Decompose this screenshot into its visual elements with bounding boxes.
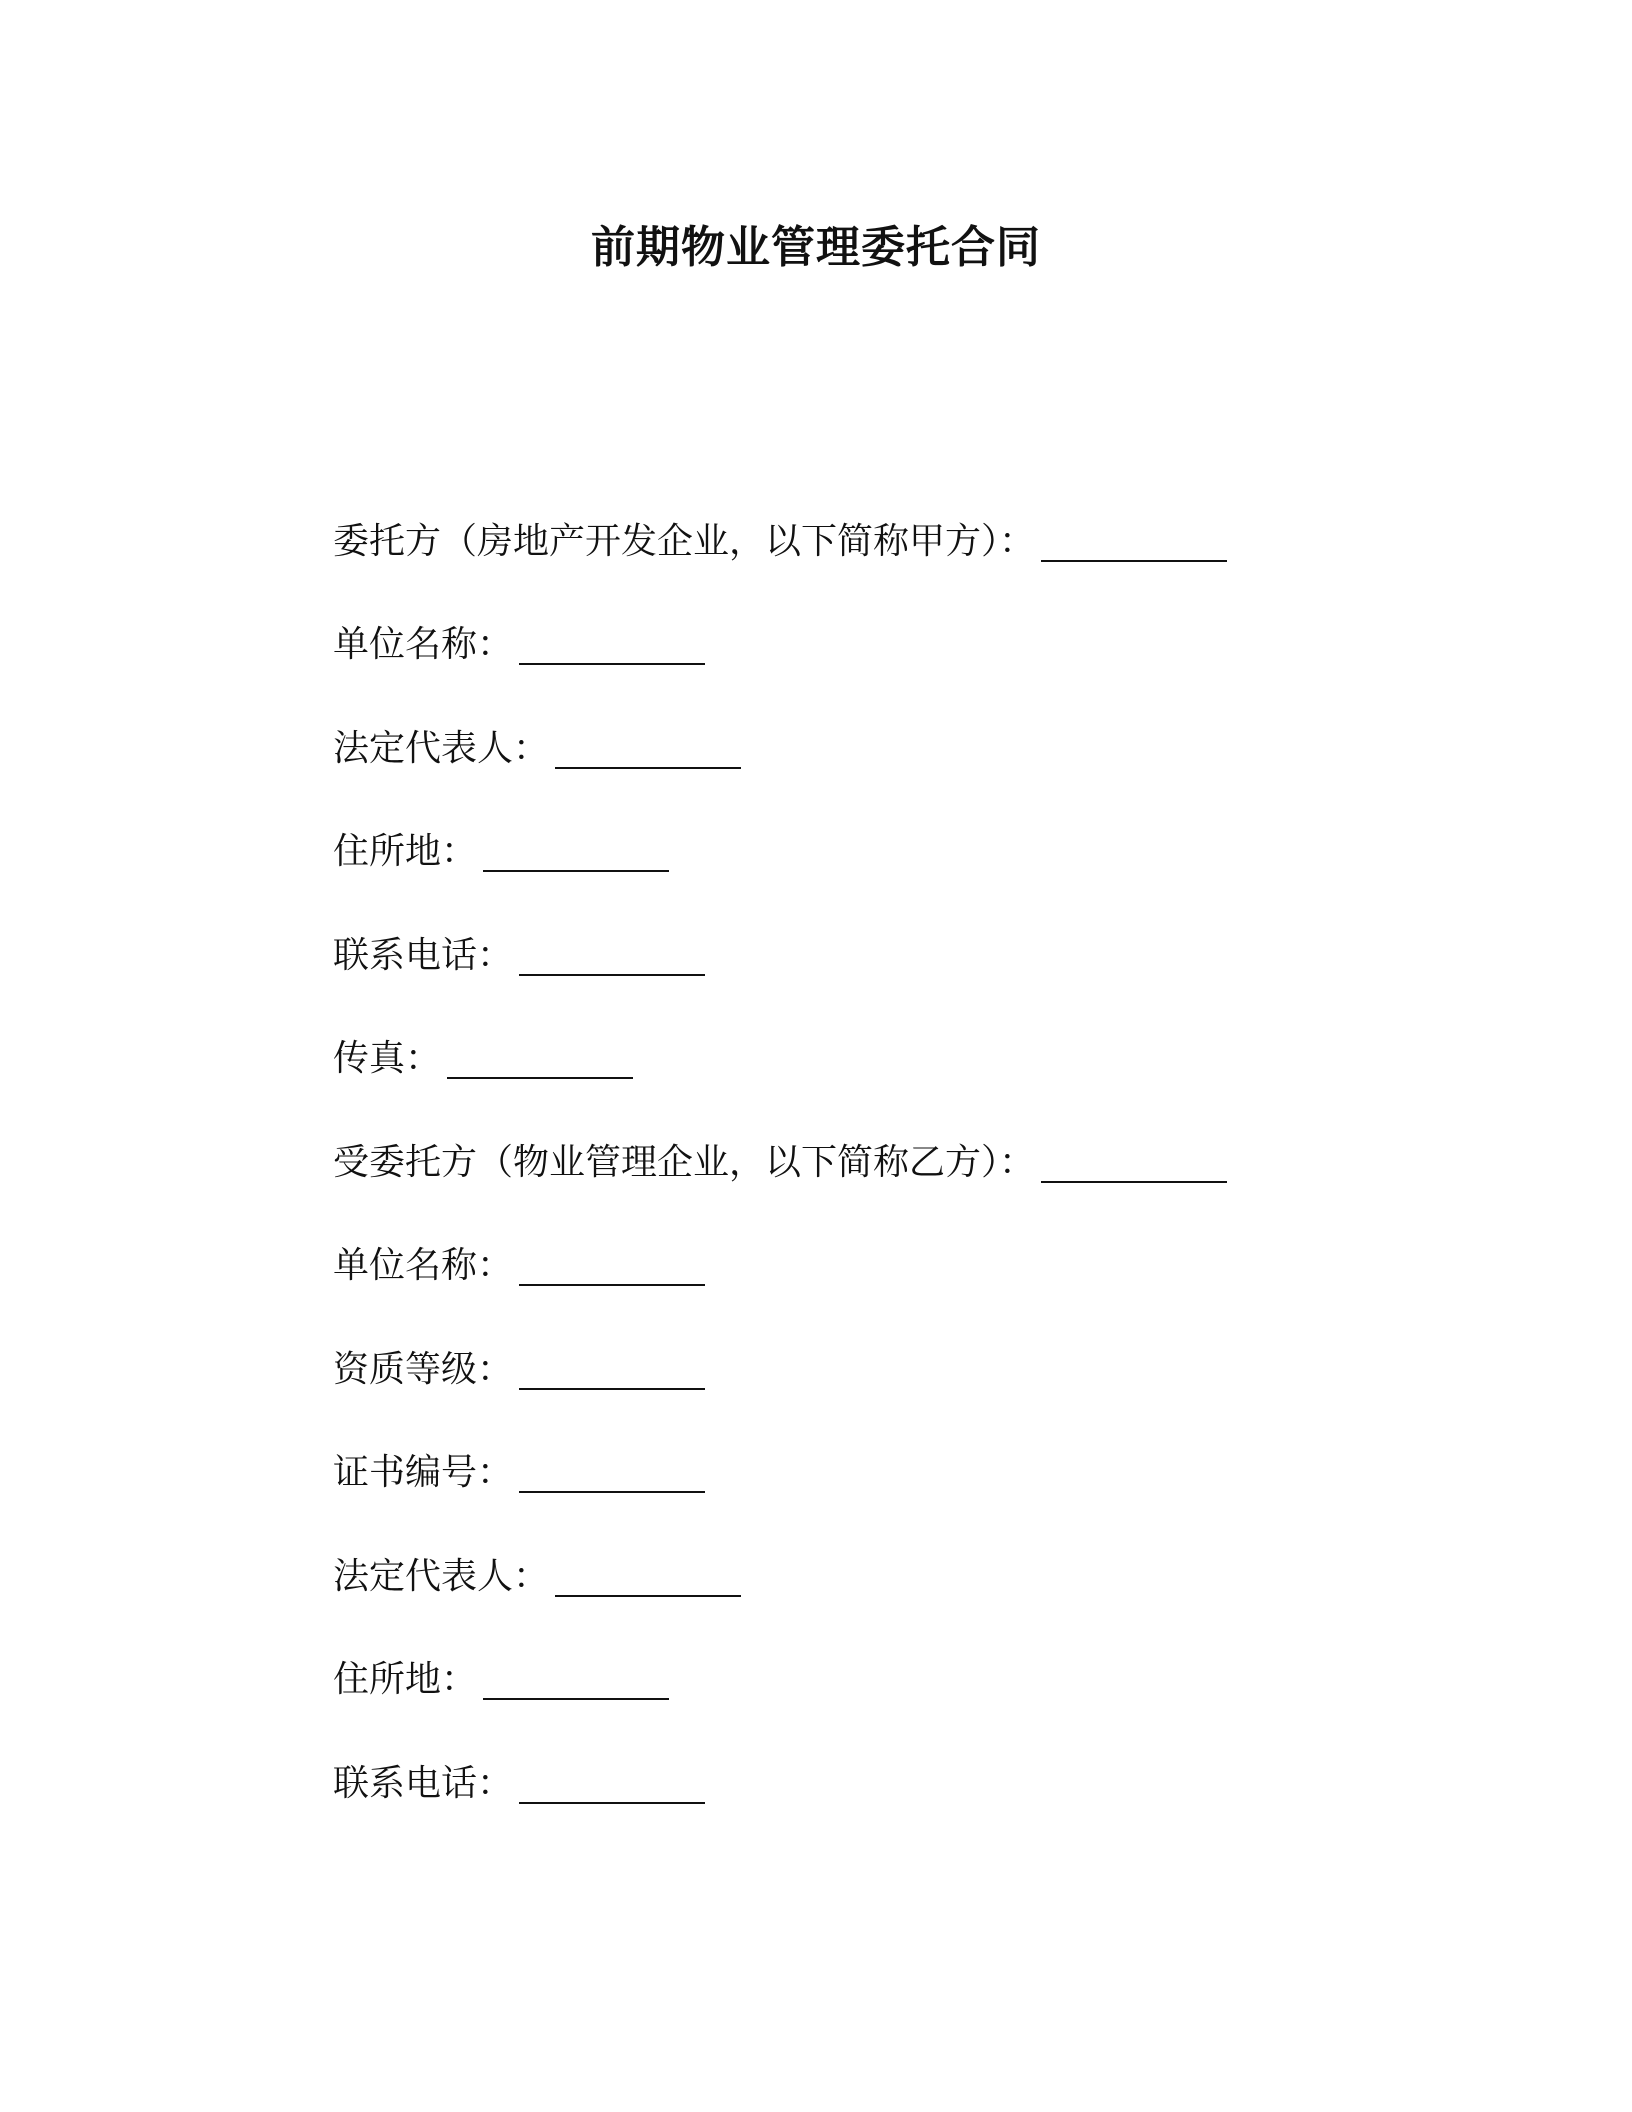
party-info-fields [333,490,1433,1836]
party-b-company-name-blank[interactable] [519,1250,705,1286]
party-a-heading-line [333,490,1433,594]
party-a-legal-rep-label: 法定代表人： [333,727,550,769]
party-a-company-name-blank[interactable] [519,629,705,665]
party-b-legal-rep-label: 法定代表人： [333,1555,550,1597]
party-b-company-name-line [333,1215,1433,1319]
document-title: 前期物业管理委托合同 [591,222,1041,273]
party-b-address-blank[interactable] [483,1664,669,1700]
party-b-heading-label: 受委托方（物业管理企业，以下简称乙方）： [333,1141,1036,1183]
party-a-legal-rep-blank[interactable] [555,733,741,769]
party-a-legal-rep-line [333,697,1433,801]
party-a-company-name-line [333,594,1433,698]
party-a-address-line [333,801,1433,905]
party-b-address-line [333,1629,1433,1733]
party-a-company-name-label: 单位名称： [333,624,514,666]
party-a-phone-label: 联系电话： [333,934,514,976]
party-a-phone-line [333,904,1433,1008]
party-b-phone-label: 联系电话： [333,1762,514,1804]
party-a-address-label: 住所地： [333,831,478,873]
party-a-fax-line [333,1008,1433,1112]
party-a-fax-label: 传真： [333,1038,442,1080]
party-b-company-name-label: 单位名称： [333,1245,514,1287]
party-b-heading-line [333,1111,1433,1215]
party-b-certificate-line [333,1422,1433,1526]
party-b-address-label: 住所地： [333,1659,478,1701]
party-b-qualification-label: 资质等级： [333,1348,514,1390]
party-b-certificate-blank[interactable] [519,1457,705,1493]
party-b-legal-rep-line [333,1525,1433,1629]
party-b-phone-line [333,1732,1433,1836]
party-b-certificate-label: 证书编号： [333,1452,514,1494]
party-a-heading-label: 委托方（房地产开发企业，以下简称甲方）： [333,520,1036,562]
party-a-fax-blank[interactable] [447,1043,633,1079]
party-b-heading-blank[interactable] [1041,1147,1227,1183]
party-a-heading-blank[interactable] [1041,526,1227,562]
party-b-legal-rep-blank[interactable] [555,1561,741,1597]
party-a-address-blank[interactable] [483,836,669,872]
party-a-phone-blank[interactable] [519,940,705,976]
party-b-qualification-blank[interactable] [519,1354,705,1390]
party-b-phone-blank[interactable] [519,1768,705,1804]
party-b-qualification-line [333,1318,1433,1422]
